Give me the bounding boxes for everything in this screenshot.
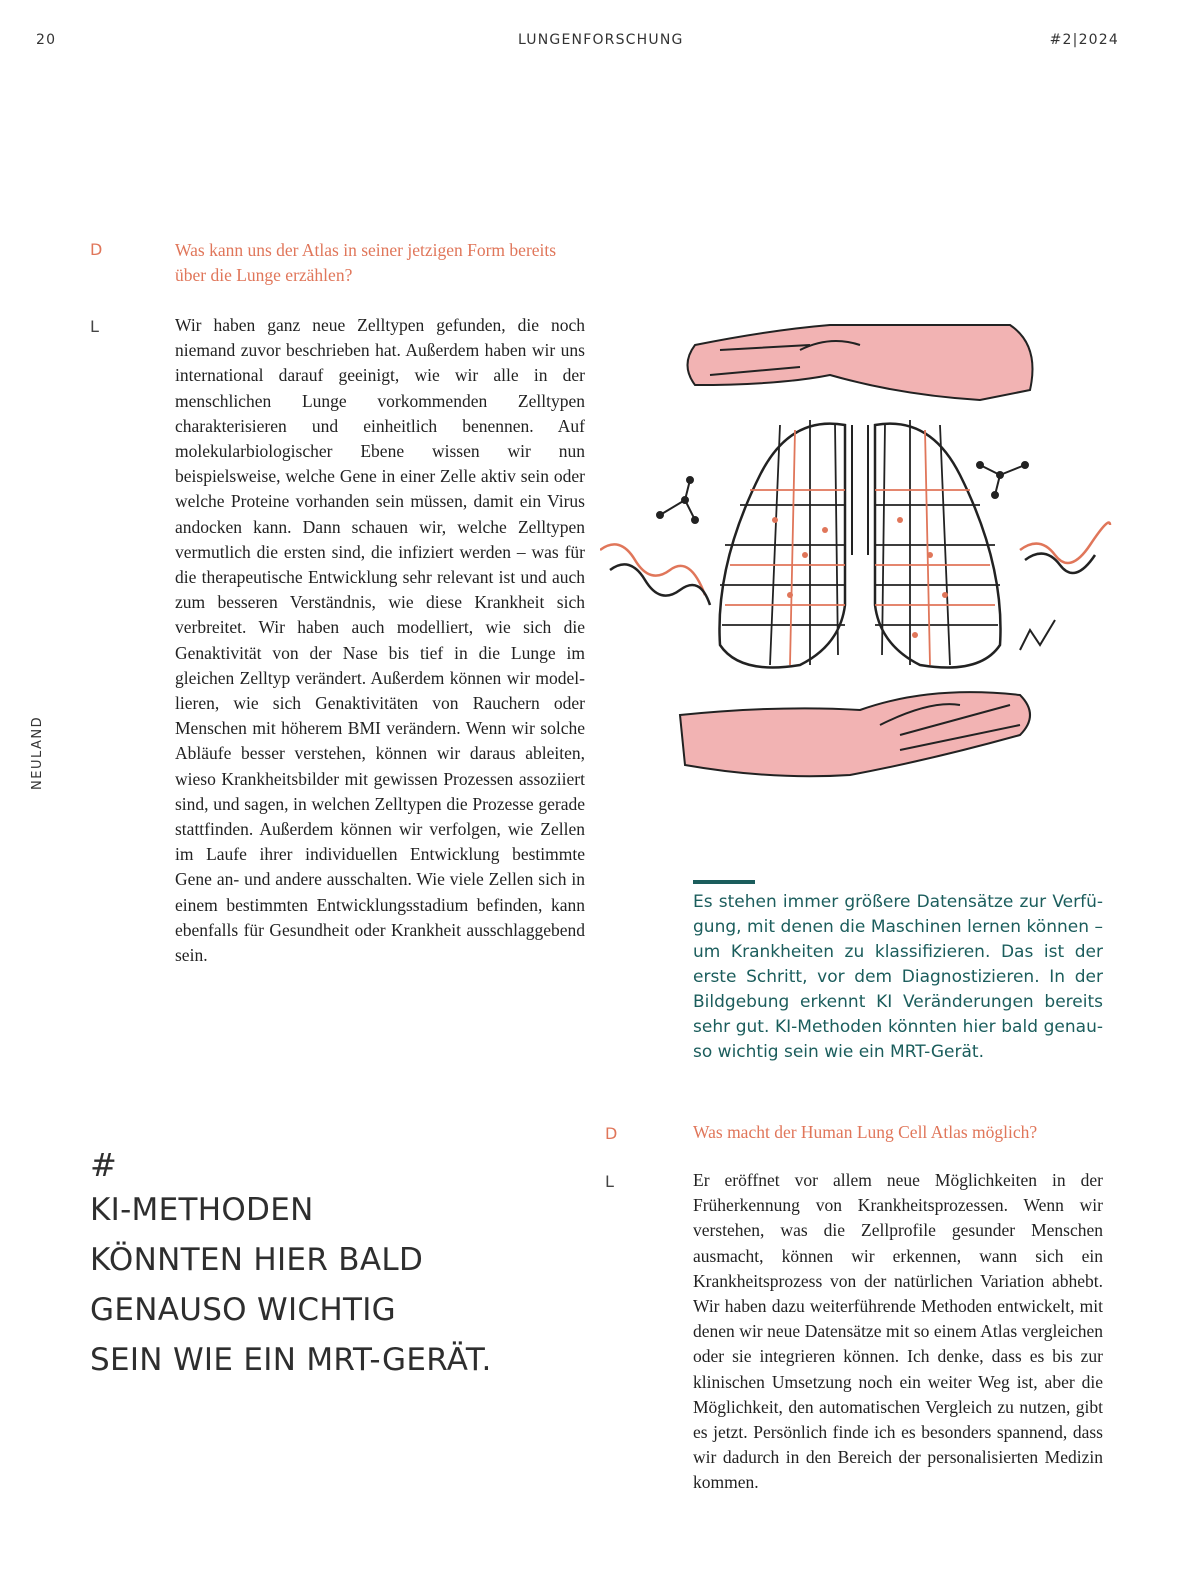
answer-2: Er eröffnet vor allem neue Möglichkeiten in der Früherkennung von Krankheitsprozessen. Wenn wir verstehen, was die Zellprofile gesunder Menschen ausmacht, können wir erkennen, wann sich ein Krankheitsprozess von der natürlichen Variation abhebt. Wir haben dazu weiterführende Methoden entwickelt, mit denen wir neue Datensätze mit so einem Atlas vergleichen oder sie integrieren können. Ich denke, dass es bis zur klinischen Umsetzung noch ein weiter Weg ist, aber die Möglichkeit, den automatischen Vergleich zu nutzen, gibt es jetzt. Persönlich finde ich es besonders spannend, dass wir dadurch in den Bereich der personalisierten Medizin kommen.: [693, 1170, 1103, 1493]
question-1: Was kann uns der Atlas in seiner jetzigen Form bereits über die Lunge erzählen?: [175, 240, 557, 285]
page-number: 20: [36, 32, 57, 48]
issue-number: #2|2024: [1049, 32, 1119, 48]
question-marker: D: [90, 240, 103, 259]
pullquote-hash: #: [90, 1146, 117, 1184]
hands-holding-lungs-illustration: [600, 305, 1120, 805]
pullquote-line: KI-METHODEN: [90, 1192, 314, 1228]
lungs-illustration: [600, 305, 1120, 810]
question-marker: D: [605, 1124, 618, 1143]
answer-marker: L: [90, 317, 99, 336]
question-2: Was macht der Human Lung Cell Atlas möglich?: [693, 1122, 1038, 1142]
large-pullquote: [90, 1145, 550, 1385]
answer-1: Wir haben ganz neue Zelltypen gefunden, die noch niemand zuvor beschrieben hat. Außerdem haben wir uns international darauf geeinigt, wie wir alle in der menschlichen Lunge vorkommenden Zelltypen charakterisieren und einheitlich benennen. Auf molekularbiologischer Ebene wissen wir nun beispielsweise, welche Gene in einer Zelle aktiv sein oder welche Proteine vorhanden sein müssen, damit ein Virus andocken kann. Dann schauen wir, welche Zelltypen vermutlich die ersten sind, die infiziert werden – was für die therapeutische Entwicklung sehr relevant ist und auch zum besseren Verständnis, wie diese Krankheit sich verbreitet. Wir haben auch modelliert, wie sich die Genaktivität von der Nase bis tief in die Lunge im gleichen Zelltyp verändert. Außerdem können wir modellieren, wie sich Genaktivitäten von Rauchern oder Menschen mit höherem BMI verändern. Wenn wir solche Abläufe besser verstehen, können wir daraus ableiten, wieso Krankheitsbilder mit gewissen Prozessen assoziiert sind, und sagen, in welchen Zelltypen die Prozesse gerade stattfinden. Außerdem können wir verfolgen, wie Zellen im Laufe ihrer individuellen Entwicklung bestimmte Gene an- und andere ausschalten. Wie viele Zellen sich in einem bestimmten Entwicklungsstadium befinden, kann ebenfalls für Gesundheit oder Krankheit ausschlaggebend sein.: [175, 315, 585, 966]
side-section-label: NEULAND: [30, 715, 45, 790]
pullquote-line: KÖNNTEN HIER BALD: [90, 1242, 424, 1278]
pullquote-line: GENAUSO WICHTIG: [90, 1292, 396, 1328]
answer-marker: L: [605, 1172, 614, 1191]
pullquote-line: SEIN WIE EIN MRT-GERÄT.: [90, 1342, 492, 1378]
quote-rule: [693, 880, 755, 884]
section-title: LUNGENFORSCHUNG: [518, 32, 684, 48]
pull-quote-teal: Es stehen immer größere Datensätze zur Verfügung, mit denen die Maschinen lernen können – um Krankheiten zu klassifizieren. Das ist der erste Schritt, vor dem Diagnostizieren. In der Bildgebung erkennt KI Veränderungen bereits sehr gut. KI-Methoden könnten hier bald genauso wichtig sein wie ein MRT-Gerät.: [693, 892, 1103, 1062]
